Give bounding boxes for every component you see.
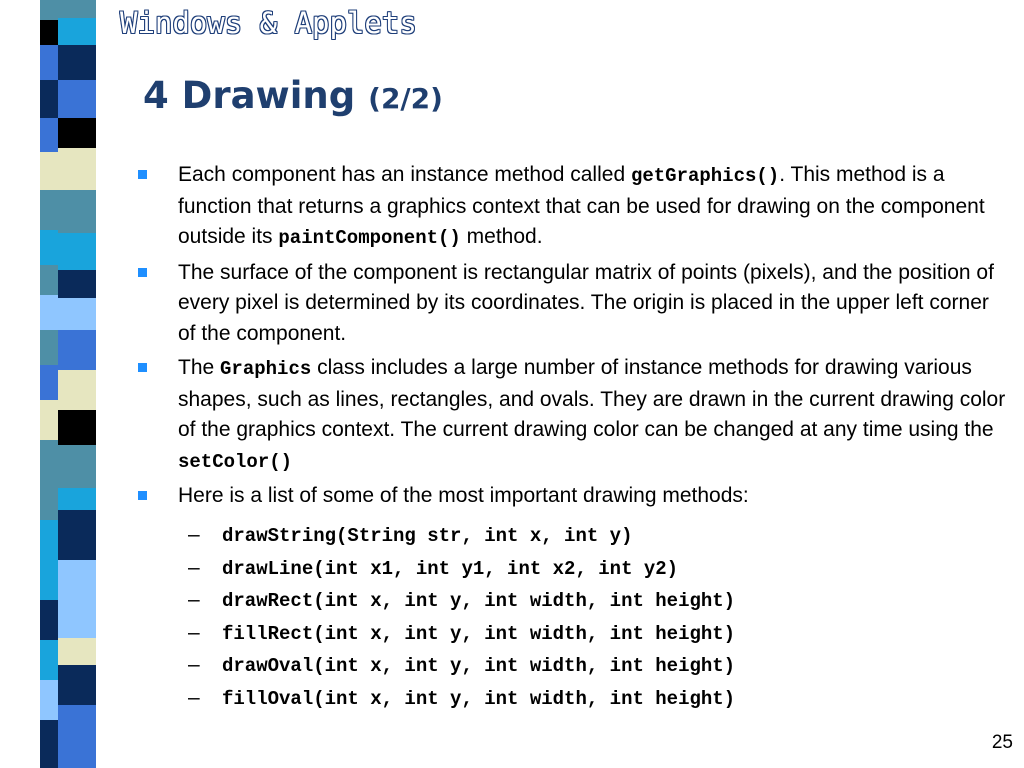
- stripe-block: [40, 118, 58, 152]
- stripe-block: [58, 0, 96, 18]
- method-item: – drawOval(int x, int y, int width, int height): [188, 649, 735, 682]
- stripe-block: [58, 665, 96, 705]
- method-list: [188, 519, 735, 715]
- stripe-block: [40, 520, 58, 560]
- stripe-block: [58, 190, 96, 233]
- stripe-block: [58, 488, 96, 510]
- stripe-block: [58, 18, 96, 45]
- method-item: – drawRect(int x, int y, int width, int height): [188, 584, 735, 617]
- stripe-block: [40, 0, 58, 20]
- bullet-item: The surface of the component is rectangular matrix of points (pixels), and the position of every pixel is determined by its coordinates. The origin is placed in the upper left corner of the component.: [138, 258, 1008, 350]
- method-item: – fillOval(int x, int y, int width, int height): [188, 682, 735, 715]
- dash-icon: –: [188, 653, 200, 677]
- stripe-block: [40, 330, 58, 365]
- stripe-block: [58, 118, 96, 148]
- stripe-block: [40, 190, 58, 230]
- stripe-block: [58, 445, 96, 488]
- stripe-block: [40, 440, 58, 480]
- stripe-block: [58, 330, 96, 370]
- stripe-block: [40, 265, 58, 295]
- bullet-marker-icon: [138, 268, 147, 277]
- stripe-block: [58, 148, 96, 190]
- dash-icon: –: [188, 588, 200, 612]
- bullet-marker-icon: [138, 491, 147, 500]
- method-item: – drawString(String str, int x, int y): [188, 519, 735, 552]
- stripe-block: [40, 365, 58, 400]
- method-item: – drawLine(int x1, int y1, int x2, int y2): [188, 552, 735, 585]
- stripe-block: [40, 80, 58, 118]
- bullet-marker-icon: [138, 170, 147, 179]
- dash-icon: –: [188, 685, 200, 709]
- title-sub: (2/2): [368, 82, 443, 115]
- stripe-block: [40, 680, 58, 720]
- decorative-stripe: [0, 0, 118, 768]
- stripe-block: [58, 370, 96, 410]
- stripe-block: [58, 298, 96, 330]
- bullet-item: The Graphics class includes a large number of instance methods for drawing various shapes, such as lines, rectangles, and ovals. They are drawn in the current drawing color of the graphics context. The current drawing color can be changed at any time using the setColor(): [138, 353, 1008, 477]
- method-item: – fillRect(int x, int y, int width, int height): [188, 617, 735, 650]
- stripe-block: [40, 640, 58, 680]
- stripe-block: [58, 560, 96, 600]
- stripe-block: [40, 152, 58, 190]
- header-title: Windows & Applets: [120, 6, 417, 40]
- stripe-block: [58, 80, 96, 118]
- stripe-block: [58, 600, 96, 638]
- stripe-block: [40, 720, 58, 768]
- bullet-marker-icon: [138, 363, 147, 372]
- stripe-block: [58, 410, 96, 445]
- stripe-block: [58, 638, 96, 665]
- bullet-item: Each component has an instance method called getGraphics(). This method is a function that returns a graphics context that can be used for drawing on the component outside its paintComponent() method.: [138, 160, 1008, 254]
- stripe-block: [58, 510, 96, 560]
- page-number: 25: [991, 732, 1013, 753]
- stripe-block: [40, 560, 58, 600]
- stripe-block: [40, 480, 58, 520]
- bullet-list: [138, 160, 1008, 516]
- dash-icon: –: [188, 555, 200, 579]
- title-main: 4 Drawing: [143, 74, 356, 117]
- stripe-block: [58, 270, 96, 298]
- stripe-block: [58, 705, 96, 768]
- stripe-block: [40, 600, 58, 640]
- stripe-block: [40, 400, 58, 440]
- stripe-block: [40, 295, 58, 330]
- stripe-block: [40, 20, 58, 45]
- stripe-block: [40, 230, 58, 265]
- stripe-block: [40, 45, 58, 80]
- bullet-item: Here is a list of some of the most important drawing methods:: [138, 481, 1008, 512]
- dash-icon: –: [188, 523, 200, 546]
- stripe-block: [58, 45, 96, 80]
- stripe-block: [58, 233, 96, 270]
- page-title: [143, 74, 443, 117]
- dash-icon: –: [188, 620, 200, 644]
